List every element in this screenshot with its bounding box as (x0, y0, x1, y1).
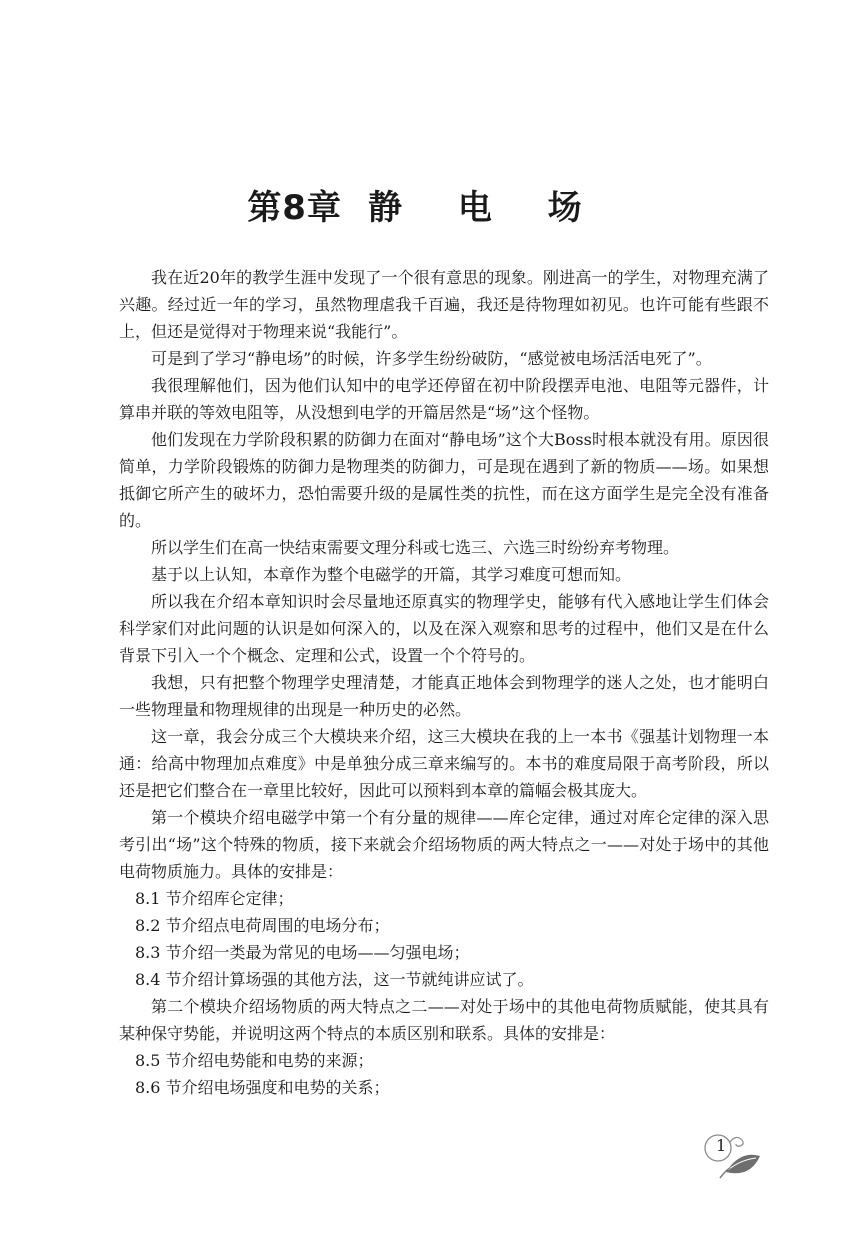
chapter-title (0, 180, 851, 229)
chapter-name: 静 电 场 (367, 188, 604, 228)
paragraph: 所以我在介绍本章知识时会尽量地还原真实的物理学史，能够有代入感地让学生们体会科学家们对此问题的认识是如何深入的，以及在深入观察和思考的过程中，他们又是在什么背景下引入一个个概念、定理和公式，设置一个个符号的。 (119, 592, 769, 665)
chapter-number: 第8章 (247, 188, 342, 228)
paragraph: 所以学生们在高一快结束需要文理分科或七选三、六选三时纷纷弃考物理。 (151, 538, 680, 557)
paragraph: 我在近20年的教学生涯中发现了一个很有意思的现象。刚进高一的学生，对物理充满了兴趣。经过近一年的学习，虽然物理虐我千百遍，我还是待物理如初见。也许可能有些跟不上，但还是觉得对于物理来说“我能行”。 (119, 268, 769, 341)
paragraph: 第一个模块介绍电磁学中第一个有分量的规律——库仑定律，通过对库仑定律的深入思考引出“场”这个特殊的物质，接下来就会介绍场物质的两大特点之一——对处于场中的其他电荷物质施力。具体的安排是： (119, 808, 769, 881)
section-list-item: 8.2 节介绍点电荷周围的电场分布； (135, 916, 390, 935)
section-list-item: 8.6 节介绍电场强度和电势的关系； (135, 1078, 390, 1097)
page-number: 1 (716, 1136, 727, 1155)
section-list-item: 8.3 节介绍一类最为常见的电场——匀强电场； (135, 943, 470, 962)
chapter-body (119, 264, 769, 1101)
paragraph: 他们发现在力学阶段积累的防御力在面对“静电场”这个大Boss时根本就没有用。原因很简单，力学阶段锻炼的防御力是物理类的防御力，可是现在遇到了新的物质——场。如果想抵御它所产生的破坏力，恐怕需要升级的是属性类的抗性，而在这方面学生是完全没有准备的。 (119, 430, 769, 530)
paragraph: 我很理解他们，因为他们认知中的电学还停留在初中阶段摆弄电池、电阻等元器件，计算串并联的等效电阻等，从没想到电学的开篇居然是“场”这个怪物。 (119, 376, 769, 422)
paragraph: 基于以上认知，本章作为整个电磁学的开篇，其学习难度可想而知。 (151, 565, 632, 584)
section-list-item: 8.4 节介绍计算场强的其他方法，这一节就纯讲应试了。 (135, 970, 534, 989)
paragraph: 这一章，我会分成三个大模块来介绍，这三大模块在我的上一本书《强基计划物理一本通：给高中物理加点难度》中是单独分成三章来编写的。本书的难度局限于高考阶段，所以还是把它们整合在一章里比较好，因此可以预料到本章的篇幅会极其庞大。 (119, 727, 769, 800)
section-list-item: 8.1 节介绍库仑定律； (135, 889, 294, 908)
paragraph: 可是到了学习“静电场”的时候，许多学生纷纷破防，“感觉被电场活活电死了”。 (151, 349, 712, 368)
section-list-item: 8.5 节介绍电势能和电势的来源； (135, 1051, 374, 1070)
paragraph: 第二个模块介绍场物质的两大特点之二——对处于场中的其他电荷物质赋能，使其具有某种保守势能，并说明这两个特点的本质区别和联系。具体的安排是： (119, 997, 769, 1043)
paragraph: 我想，只有把整个物理学史理清楚，才能真正地体会到物理学的迷人之处，也才能明白一些物理量和物理规律的出现是一种历史的必然。 (119, 673, 769, 719)
leaf-ornament-icon (700, 1128, 762, 1186)
